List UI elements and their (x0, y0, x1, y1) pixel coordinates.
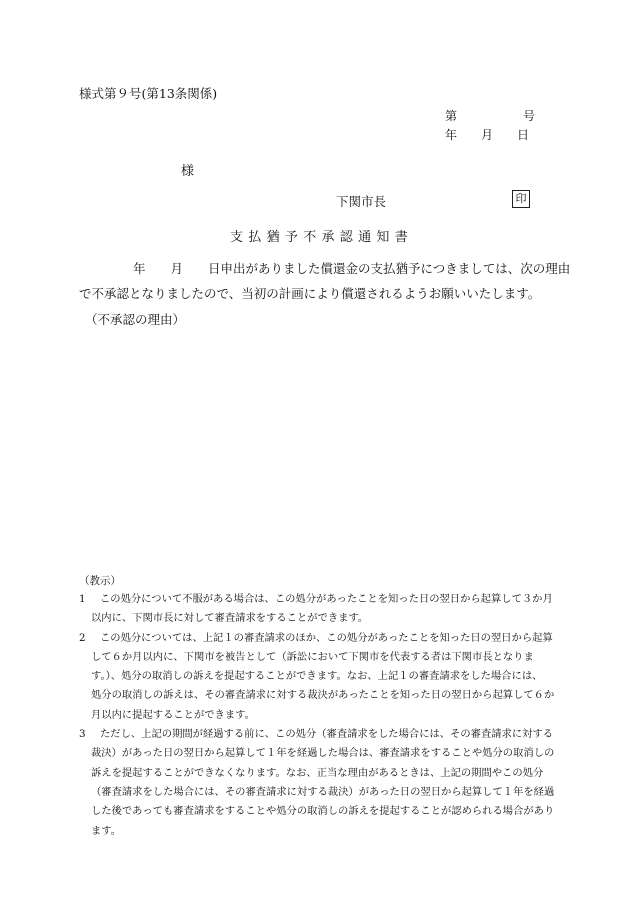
sender-name: 下関市長 (336, 194, 387, 209)
document-number-line (445, 107, 535, 124)
body-paragraph (79, 256, 571, 306)
document-title: 支払猶予不承認通知書 (230, 230, 414, 245)
number-prefix: 第 (445, 109, 458, 123)
notice-line: 月以内に提起することができます。 (91, 708, 255, 721)
issue-date-line (445, 126, 529, 143)
notice-item-2 (79, 629, 553, 725)
notice-list (79, 590, 553, 841)
number-suffix: 号 (523, 109, 536, 123)
body-line-1: 年 月 日申出がありました償還金の支払猶予につきましては、次の理由 (133, 261, 571, 276)
date-day: 日 (517, 128, 530, 142)
notice-line: （審査請求をした場合には、その審査請求に対する裁決）があった日の翌日から起算して１年を経過 (91, 785, 555, 798)
notice-line: した後であっても審査請求をすることや処分の取消しの訴えを提起することが認められる場合があり (91, 805, 555, 818)
notice-line: 以内に、下関市長に対して審査請求をすることができます。 (91, 612, 369, 625)
notice-line: 訴えを提起することができなくなります。なお、正当な理由があるときは、上記の期間やこの処分 (91, 766, 544, 779)
notice-line: この処分については、上記１の審査請求のほか、この処分があったことを知った日の翌日から起算 (100, 631, 553, 644)
reason-label: （不承認の理由） (85, 312, 186, 327)
notice-item-3 (79, 725, 553, 841)
notice-item-number: 3 (79, 728, 86, 741)
notice-line: 裁決）があった日の翌日から起算して１年を経過した場合は、審査請求をすることや処分の取消しの (91, 747, 555, 760)
body-line-2: で不承認となりましたので、当初の計画により償還されるようお願いいたします。 (79, 286, 541, 301)
notice-line: ます。 (91, 824, 122, 837)
date-year: 年 (445, 128, 458, 142)
notice-line: 処分の取消しの訴えは、その審査請求に対する裁決があったことを知った日の翌日から起算して６か (91, 689, 555, 702)
notice-line: この処分について不服がある場合は、この処分があったことを知った日の翌日から起算して３か月 (100, 593, 553, 605)
notice-line: す。）、処分の取消しの訴えを提起することができます。なお、上記１の審査請求をした場合には、 (91, 670, 543, 683)
notice-heading: （教示） (79, 575, 121, 587)
date-month: 月 (481, 128, 494, 142)
notice-item-1 (79, 590, 553, 629)
form-number: 様式第９号(第13条関係) (79, 86, 218, 101)
seal-stamp: 印 (512, 190, 530, 208)
notice-line: ただし、上記の期間が経過する前に、この処分（審査請求をした場合には、その審査請求に対する (100, 728, 554, 741)
addressee: 様 (181, 164, 195, 179)
notice-item-number: 2 (79, 631, 86, 644)
notice-line: して６か月以内に、下関市を被告として（訴訟において下関市を代表する者は下関市長となりま (91, 650, 534, 663)
notice-item-number: 1 (79, 593, 86, 605)
